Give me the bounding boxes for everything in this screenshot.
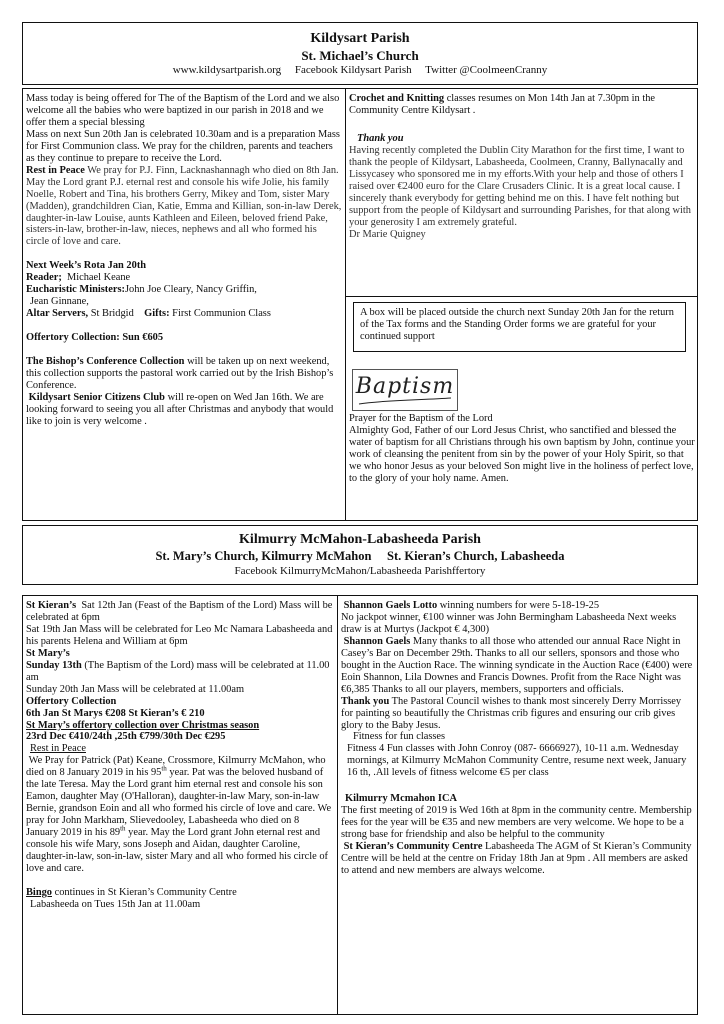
fitness-title: Fitness for fun classes [353, 731, 446, 743]
kilmurry-right-column [341, 600, 695, 1012]
eucharistic-ministers-line: Eucharistic Ministers:John Joe Cleary, Nancy Griffin, [26, 284, 257, 296]
ica-title: Kilmurry Mcmahon ICA [345, 793, 457, 805]
st-kierans-sat19-paragraph: Sat 19th Jan Mass will be celebrated for Leo Mc Namara Labasheeda and his parents Helena and William at 6pm [26, 623, 333, 647]
baptism-prayer-column [349, 413, 695, 519]
kilmurry-column-divider [337, 595, 338, 1015]
offertory-collection-line: Offertory Collection: Sun €605 [26, 332, 164, 344]
kildysart-column-divider [345, 88, 346, 521]
marathon-signature: Dr Marie Quigney [349, 228, 426, 240]
kildysart-links: www.kildysartparish.org Facebook Kildysart Parish Twitter @CoolmeenCranny [172, 64, 548, 76]
offertory-christmas-title: St Mary’s offertory collection over Christmas season [26, 719, 260, 731]
rest-in-peace-paragraph: Rest in Peace We pray for P.J. Finn, Lacknashannagh who died on 8th Jan. May the Lord grant P.J. eternal rest and console his wife Jolie, his family Noelle, Robert and Tina, his brothers Gerry, Mikey and Tom, sister Mary (Madden), grandchildren Cian, Katie, Emma and Killian, son-in-law Derek, daughter-in-law Louise, aunts Kathleen and Eileen, beloved friend Pake, sisters-in-law, brother-in-law, nieces, nephews and all who formed his circle of love and care. [26, 164, 342, 248]
bingo-paragraph-2: Labasheeda on Tues 15th Jan at 11.00am [30, 898, 201, 910]
baptism-prayer-title: Prayer for the Baptism of the Lord [349, 413, 493, 424]
pastoral-council-thank-you: Thank you The Pastoral Council wishes to thank most sincerely Derry Morrissey for painting so beautifully the Christmas crib figures and ensuring our crib gives glory to the Baby Jesus. [341, 695, 682, 731]
altar-servers-line: Altar Servers, St Bridgid Gifts: First Communion Class [26, 308, 271, 320]
baptism-logo-text: Baptism [355, 374, 455, 399]
kilmurry-rest-in-peace-label: Rest in Peace [30, 743, 86, 755]
offertory-6th-jan: 6th Jan St Marys €208 St Kieran’s € 210 [26, 707, 205, 719]
st-kierans-mass-paragraph: St Kieran’s Sat 12th Jan (Feast of the Baptism of the Lord) Mass will be celebrated at 6pm [26, 600, 333, 623]
st-marys-sunday-paragraph: Sunday 13th (The Baptism of the Lord) mass will be celebrated at 11.00 am [26, 659, 330, 683]
mass-today-paragraph: Mass today is being offered for The of the Baptism of the Lord and we also welcome all the babies who were baptized in our parish in 2018 and we offer them a special blessing [26, 93, 340, 128]
reader-line: Reader; Michael Keane [26, 272, 131, 284]
crochet-knitting-paragraph: Crochet and Knitting classes resumes on Mon 14th Jan at 7.30pm in the Community Centre Kildysart . [349, 93, 656, 116]
kildysart-left-column [26, 93, 342, 519]
kilmurry-header-box [22, 525, 698, 585]
baptism-logo [352, 369, 458, 411]
thank-you-title: Thank you [357, 132, 404, 144]
eucharistic-ministers-line-2: Jean Ginnane, [30, 296, 89, 308]
st-marys-label: St Mary’s [26, 647, 70, 659]
st-michaels-church-title: St. Michael’s Church [301, 48, 419, 63]
bingo-paragraph: Bingo continues in St Kieran’s Community Centre [26, 886, 237, 898]
kilmurry-left-column [26, 600, 334, 1012]
tax-forms-notice-text: A box will be placed outside the church next Sunday 20th Jan for the return of the Tax forms and the Standing Order forms we are grateful for your continued support [360, 307, 674, 342]
fitness-paragraph: Fitness 4 Fun classes with John Conroy (087- 6666927), 10-11 a.m. Wednesday mornings, at Kilmurry McMahon Community Centre, resume next week, January 16 th, .All levels of fitness welcome €5 per class [347, 743, 687, 779]
senior-citizens-paragraph: Kildysart Senior Citizens Club will re-open on Wed Jan 16th. We are looking forward to seeing you all after Christmas and anybody that would like to join is very welcome . [26, 391, 334, 427]
bishops-conference-paragraph: The Bishop’s Conference Collection will be taken up on next weekend, this collection supports the pastoral work carried out by the Irish Bishop’s Conference. [26, 356, 334, 392]
st-marys-sunday20-paragraph: Sunday 20th Jan Mass will be celebrated at 11.00am [26, 683, 245, 695]
tax-forms-notice-box [353, 302, 686, 352]
kilmurry-facebook-line: Facebook KilmurryMcMahon/Labasheeda Parishffertory [234, 565, 486, 577]
kildysart-parish-title: Kildysart Parish [310, 31, 410, 46]
rota-title: Next Week’s Rota Jan 20th [26, 260, 147, 272]
kilmurry-parish-title: Kilmurry McMahon-Labasheeda Parish [239, 532, 481, 547]
marathon-thank-you-paragraph: Having recently completed the Dublin City Marathon for the first time, I want to thank the people of Kildysart, Labasheeda, Coolmeen, Cranny, Ballynacally and Lissycasey who sponsored me in my efforts.With your help and those of others I raised over €2400 euro for the Clare Crusaders Clinic. It is a great local cause. I sincerely thank everybody for getting behind me on this. I have felt nothing but support from the people of Kildysart and surrounding Parishes, for that along with your generosity I am extremely grateful. [349, 144, 691, 228]
mass-next-sunday-paragraph: Mass on next Sun 20th Jan is celebrated 10.30am and is a preparation Mass for First Communion class. We pray for the children, parents and teachers as they continue to prepare to receive the Lord. [26, 128, 340, 164]
baptism-prayer-text: Almighty God, Father of our Lord Jesus Christ, who sanctified and blessed the water of baptism for all Christians through his own baptism by John, continue your work of cleansing the penitent from sin by the power of your Holy Spirit, so that we who honor Jesus as your beloved Son might live in the holiness of perfect love, to the glory of your holy name. Amen. [349, 424, 695, 484]
lotto-paragraph-2: No jackpot winner, €100 winner was John Bermingham Labasheeda Next weeks draw is at Murtys (Jackpot € 4,300) [341, 611, 677, 635]
st-kierans-community-centre-paragraph: St Kieran’s Community Centre Labasheeda The AGM of St Kieran’s Community Centre will be held at the centre on Friday 18th Jan at 9pm . All members are asked to attend and new members are always welcome. [341, 841, 692, 877]
kilmurry-churches-line: St. Mary’s Church, Kilmurry McMahon St. Kieran’s Church, Labasheeda [155, 549, 565, 563]
offertory-christmas-dates: 23rd Dec €410/24th ,25th €799/30th Dec €295 [26, 731, 226, 743]
kildysart-right-column [349, 93, 695, 293]
ica-paragraph: The first meeting of 2019 is Wed 16th at 8pm in the community centre. Membership fees for the year will be €35 and new members are very welcome. We hope to be a strong base for friendship and also be helpful to the community [341, 805, 692, 841]
lotto-paragraph: Shannon Gaels Lotto winning numbers for were 5-18-19-25 [343, 600, 600, 611]
right-section-divider [345, 296, 698, 297]
offertory-collection-title: Offertory Collection [26, 695, 117, 707]
kilmurry-rest-in-peace-paragraph: We Pray for Patrick (Pat) Keane, Crossmore, Kilmurry McMahon, who died on 8 January 2019 in his 95th year. Pat was the beloved husband of the late Teresa. May the Lord grant him eternal rest and console his son Eamon, daughter May (O'Halloran), daughter-in-law Mary, son-in-law Bernie, grandson Eoin and all who formed his circle of love and care. We pray for John Markham, Slievedooley, Labasheeda who died on 8 January 2019 in his 89th year. May the Lord grant John eternal rest and console his wife Mary, sons Joseph and Aidan, daughter Caroline, daughter-in-law, son-in-law, sister Mary and all who formed his circle of love and care. [26, 755, 332, 874]
race-night-paragraph: Shannon Gaels Many thanks to all those who attended our annual Race Night in Casey’s Bar on December 29th. Thanks to all our sellers, sponsors and those who bought in the Auction Race. The winning syndicate in the Auction Race (€400) were Eoin Shannon, Lila Downes and Francis Downes. Profit from the Race Night was €6,385 Thanks to all our players, members, supporters and officials. [341, 635, 693, 695]
kildysart-header-box [22, 22, 698, 85]
rest-in-peace-label: Rest in Peace [26, 164, 85, 176]
